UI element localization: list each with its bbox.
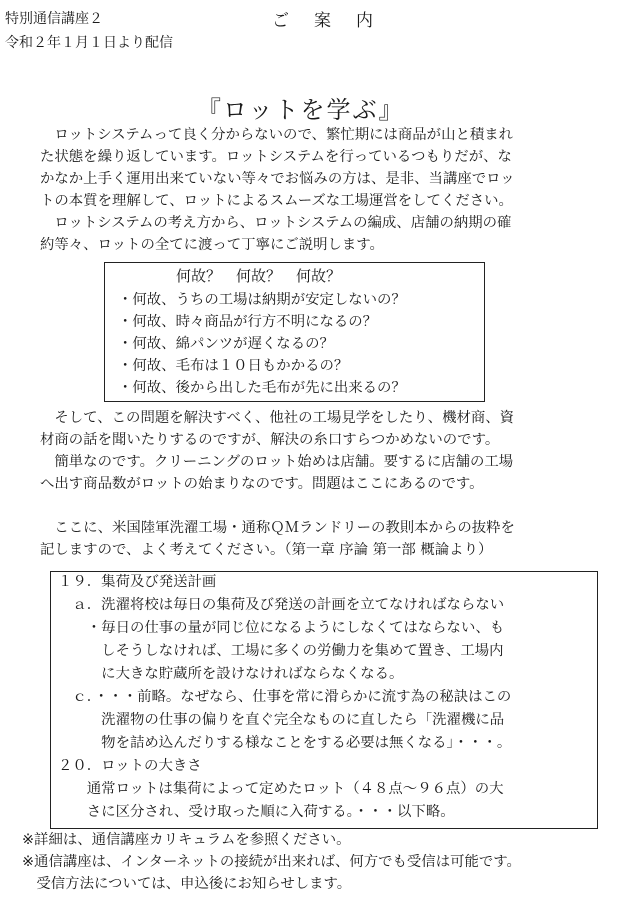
intro-line: トの本質を理解して、ロットによるスムーズな工場運営をしてください。 — [40, 193, 513, 209]
intro-line: かなか上手く運用出来ていない等々でお悩みの方は、是非、当講座でロッ — [40, 171, 515, 187]
footer-line: 受信方法については、申込後にお知らせします。 — [22, 876, 352, 892]
excerpt-line: ２０．ロットの大きさ — [58, 758, 202, 774]
excerpt-line: に大きな貯蔵所を設けなければならなくなる。 — [58, 666, 404, 682]
excerpt-line: ・毎日の仕事の量が同じ位になるようにしなくてはならない、も — [58, 620, 505, 636]
excerpt-line: 通常ロットは集荷によって定めたロット（４８点～９６点）の大 — [58, 781, 504, 797]
middle-line: 簡単なのです。クリーニングのロット始めは店舗。要するに店舗の工場 — [40, 454, 514, 470]
excerpt-line: さに区分され、受け取った順に入荷する。・・・以下略。 — [58, 804, 455, 820]
middle-line: そして、この問題を解決すべく、他社の工場見学をしたり、機材商、資 — [40, 410, 515, 426]
intro-line: ロットシステムって良く分からないので、繁忙期には商品が山と積まれ — [40, 127, 514, 143]
question-item: ・何故、時々商品が行方不明になるの？ — [118, 314, 378, 330]
excerpt-line: しそうしなければ、工場に多くの労働力を集めて置き、工場内 — [58, 643, 504, 659]
question-item: ・何故、うちの工場は納期が安定しないの？ — [118, 292, 406, 308]
intro-line: 約等々、ロットの全てに渡って丁寧にご説明します。 — [40, 237, 384, 253]
question-item: ・何故、綿パンツが遅くなるの？ — [118, 336, 334, 352]
footer-notes — [22, 829, 521, 895]
excerpt-content — [58, 571, 511, 824]
date-label: 令和２年１月１日より配信 — [5, 35, 173, 51]
middle-line: へ出す商品数がロットの始まりなのです。問題はここにあるのです。 — [40, 476, 484, 492]
question-item: ・何故、毛布は１０日もかかるの？ — [118, 358, 349, 374]
course-label: 特別通信講座２ — [5, 11, 103, 27]
middle-line: 記しますので、よく考えてください。（第一章 序論 第一部 概論より） — [40, 542, 493, 558]
excerpt-line: 洗濯物の仕事の偏りを直ぐ完全なものに直したら「洗濯機に品 — [58, 712, 505, 728]
excerpt-line: １９．集荷及び発送計画 — [58, 574, 217, 590]
middle-line — [40, 495, 515, 517]
middle-line: 材商の話を聞いたりするのですが、解決の糸口すらつかめないのです。 — [40, 432, 500, 448]
questions-heading: 何故？ 何故？ 何故？ — [176, 267, 342, 285]
middle-paragraph — [40, 407, 515, 561]
notice-heading: ご 案 内 — [272, 11, 377, 31]
excerpt-line: ａ．洗濯将校は毎日の集荷及び発送の計画を立てなければならない — [58, 597, 505, 613]
footer-line: ※詳細は、通信講座カリキュラムを参照ください。 — [22, 832, 351, 848]
questions-list — [118, 289, 406, 399]
excerpt-line: 物を詰め込んだりする様なことをする必要は無くなる」・・・。 — [58, 735, 512, 751]
intro-line: ロットシステムの考え方から、ロットシステムの編成、店舗の納期の確 — [40, 215, 512, 231]
question-item: ・何故、後から出した毛布が先に出来るの？ — [118, 380, 406, 396]
page-title: 『ロットを学ぶ』 — [197, 96, 405, 124]
footer-line: ※通信講座は、インターネットの接続が出来れば、何方でも受信は可能です。 — [22, 854, 521, 870]
excerpt-line: ｃ．・・・前略。なぜなら、仕事を常に滑らかに流す為の秘訣はこの — [58, 689, 512, 705]
middle-line: ここに、米国陸軍洗濯工場・通称ＱＭランドリーの教則本からの抜粋を — [40, 520, 515, 536]
intro-paragraph — [40, 124, 515, 256]
intro-line: た状態を繰り返しています。ロットシステムを行っているつもりだが、な — [40, 149, 512, 165]
